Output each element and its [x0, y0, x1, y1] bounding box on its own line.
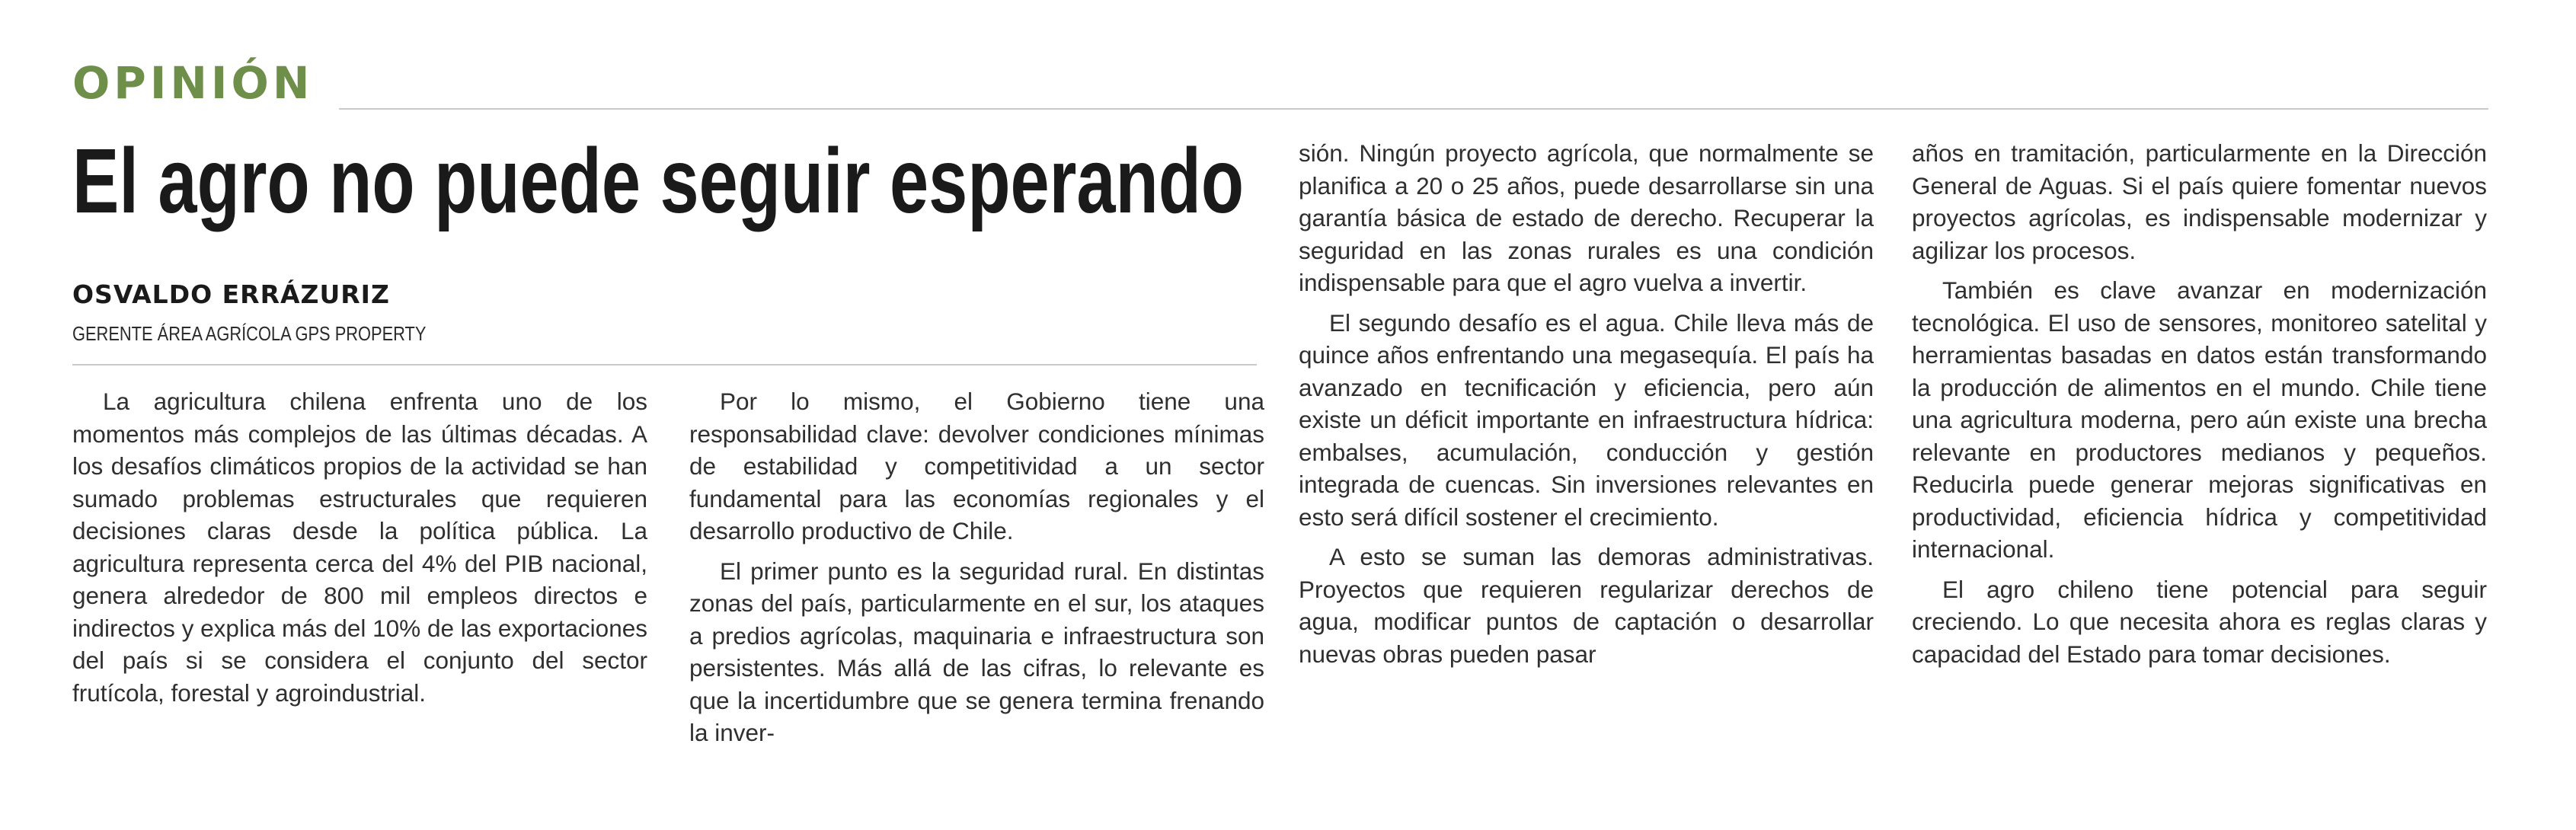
- section-divider: [339, 108, 2488, 110]
- author-role: GERENTE ÁREA AGRÍCOLA GPS PROPERTY: [72, 322, 427, 345]
- paragraph: El agro chileno tiene potencial para seguir creciendo. Lo que necesita ahora es reglas claras y capacidad del Estado para tomar decisiones.: [1912, 575, 2487, 668]
- paragraph-continued: sión. Ningún proyecto agrícola, que normalmente se planifica a 20 o 25 años, puede desarrollarse sin una garantía básica de estado de derecho. Recuperar la seguridad en las zonas rurales es una condición indispensable para que el agro vuelva a invertir.: [1299, 139, 1874, 296]
- paragraph: A esto se suman las demoras administrativas. Proyectos que requieren regularizar derechos de agua, modificar puntos de captación o desarrollar nuevas obras pueden pasar: [1299, 543, 1874, 668]
- paragraph: El segundo desafío es el agua. Chile lleva más de quince años enfrentando una megasequía. El país ha avanzado en tecnificación y eficiencia, pero aún existe un déficit importante en infraestructura hídrica: embalses, acumulación, conducción y gestión integrada de cuencas. Sin inversiones relevantes en esto será difícil sostener el crecimiento.: [1299, 308, 1874, 531]
- paragraph: Por lo mismo, el Gobierno tiene una responsabilidad clave: devolver condiciones mínimas de estabilidad y competitividad a un sector fundamental para las economías regionales y el desarrollo productivo de Chile.: [689, 388, 1264, 544]
- paragraph: También es clave avanzar en modernización tecnológica. El uso de sensores, monitoreo satelital y herramientas basadas en datos están transformando la producción de alimentos en el mundo. Chile tiene una agricultura moderna, pero aún existe una brecha relevante en productores medianos y pequeños. Reducirla puede generar mejoras significativas en productividad, eficiencia hídrica y competitividad internacional.: [1912, 276, 2487, 563]
- author-name: OSVALDO ERRÁZURIZ: [72, 279, 390, 309]
- headline: El agro no puede seguir esperando: [72, 129, 1245, 232]
- article-column-2: [689, 385, 1264, 757]
- article-column-4: [1912, 137, 2487, 678]
- paragraph: El primer punto es la seguridad rural. En distintas zonas del país, particularmente en el sur, los ataques a predios agrícolas, maquinaria e infraestructura son persistentes. Más allá de las cifras, lo relevante es que la incertidumbre que se genera termina frenando la inver-: [689, 557, 1264, 746]
- byline-divider: [72, 364, 1257, 366]
- paragraph-continued: años en tramitación, particularmente en la Dirección General de Aguas. Si el país quiere fomentar nuevos proyectos agrícolas, es indispensable modernizar y agilizar los procesos.: [1912, 139, 2487, 264]
- article-column-3: [1299, 137, 1874, 678]
- article-column-1: [72, 385, 647, 717]
- section-label: OPINIÓN: [72, 57, 314, 109]
- paragraph: La agricultura chilena enfrenta uno de los momentos más complejos de las últimas décadas. A los desafíos climáticos propios de la actividad se han sumado problemas estructurales que requieren decisiones claras desde la política pública. La agricultura representa cerca del 4% del PIB nacional, genera alrededor de 800 mil empleos directos e indirectos y explica más del 10% de las exportaciones del país si se considera el conjunto del sector frutícola, forestal y agroindustrial.: [72, 388, 647, 707]
